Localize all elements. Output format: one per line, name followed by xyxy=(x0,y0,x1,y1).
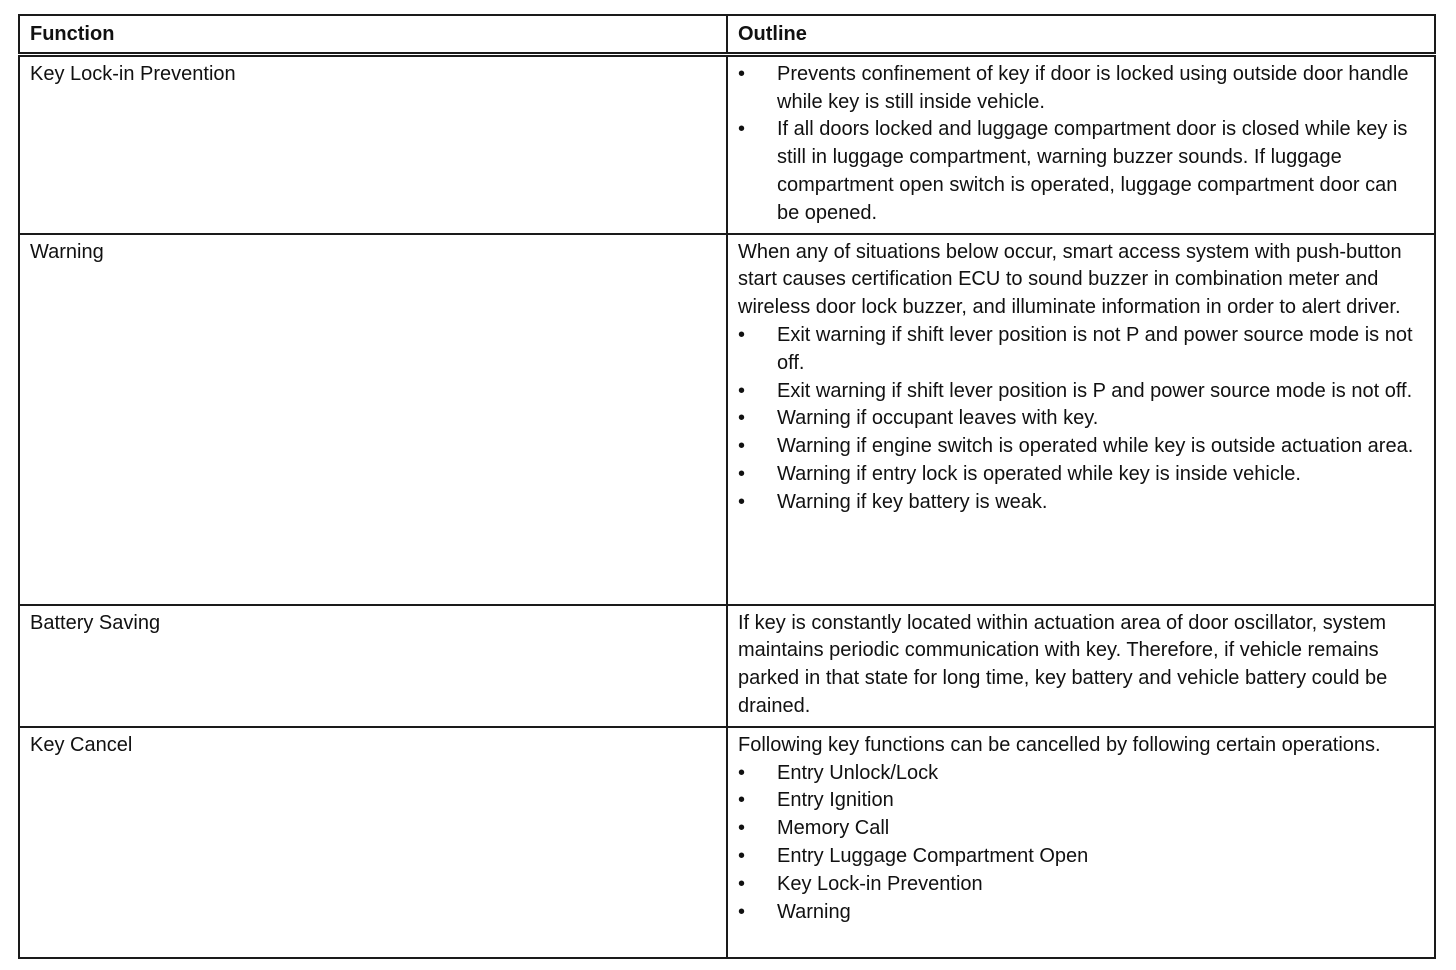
outline-bullet-item: • Warning if key battery is weak. xyxy=(738,489,1422,517)
function-cell: Key Lock-in Prevention xyxy=(19,54,727,233)
outline-cell xyxy=(727,727,1435,958)
function-cell: Warning xyxy=(19,234,727,605)
table-row-key-cancel xyxy=(19,727,1435,958)
outline-intro-text: When any of situations below occur, smart access system with push-button start causes certification ECU to sound buzzer in combination meter and wireless door lock buzzer, and illuminate information in order to alert driver. xyxy=(738,240,1402,319)
table-row-warning xyxy=(19,234,1435,605)
outline-bullet-list xyxy=(738,322,1422,517)
outline-column-header: Outline xyxy=(727,15,1435,54)
outline-bullet-list xyxy=(738,61,1422,228)
outline-cell xyxy=(727,234,1435,605)
function-outline-table xyxy=(18,14,1436,959)
outline-intro-text: Following key functions can be cancelled by following certain operations. xyxy=(738,733,1381,756)
table-row-key-lock-in-prevention xyxy=(19,54,1435,233)
outline-bullet-item: • Exit warning if shift lever position is P and power source mode is not off. xyxy=(738,378,1422,406)
outline-bullet-item: • If all doors locked and luggage compartment door is closed while key is still in luggage compartment, warning buzzer sounds. If luggage compartment open switch is operated, luggage compartment door can be opened. xyxy=(738,116,1422,227)
outline-bullet-item: • Entry Unlock/Lock xyxy=(738,760,1422,788)
outline-bullet-item: • Prevents confinement of key if door is locked using outside door handle while key is still inside vehicle. xyxy=(738,61,1422,117)
table-row-battery-saving xyxy=(19,605,1435,727)
function-cell: Battery Saving xyxy=(19,605,727,727)
outline-bullet-item: • Warning xyxy=(738,899,1422,927)
outline-bullet-item: • Entry Ignition xyxy=(738,787,1422,815)
outline-bullet-item: • Key Lock-in Prevention xyxy=(738,871,1422,899)
outline-bullet-item: • Exit warning if shift lever position is not P and power source mode is not off. xyxy=(738,322,1422,378)
outline-cell xyxy=(727,54,1435,233)
header-row xyxy=(19,15,1435,54)
outline-bullet-item: • Warning if engine switch is operated while key is outside actuation area. xyxy=(738,433,1422,461)
outline-bullet-item: • Memory Call xyxy=(738,815,1422,843)
function-column-header: Function xyxy=(19,15,727,54)
outline-intro-text: If key is constantly located within actuation area of door oscillator, system maintains periodic communication with key. Therefore, if vehicle remains parked in that state for long time, key battery and vehicle battery could be drained. xyxy=(738,611,1388,717)
outline-bullet-item: • Warning if occupant leaves with key. xyxy=(738,405,1422,433)
outline-bullet-list xyxy=(738,760,1422,927)
outline-bullet-item: • Entry Luggage Compartment Open xyxy=(738,843,1422,871)
function-cell: Key Cancel xyxy=(19,727,727,958)
outline-cell xyxy=(727,605,1435,727)
outline-bullet-item: • Warning if entry lock is operated while key is inside vehicle. xyxy=(738,461,1422,489)
